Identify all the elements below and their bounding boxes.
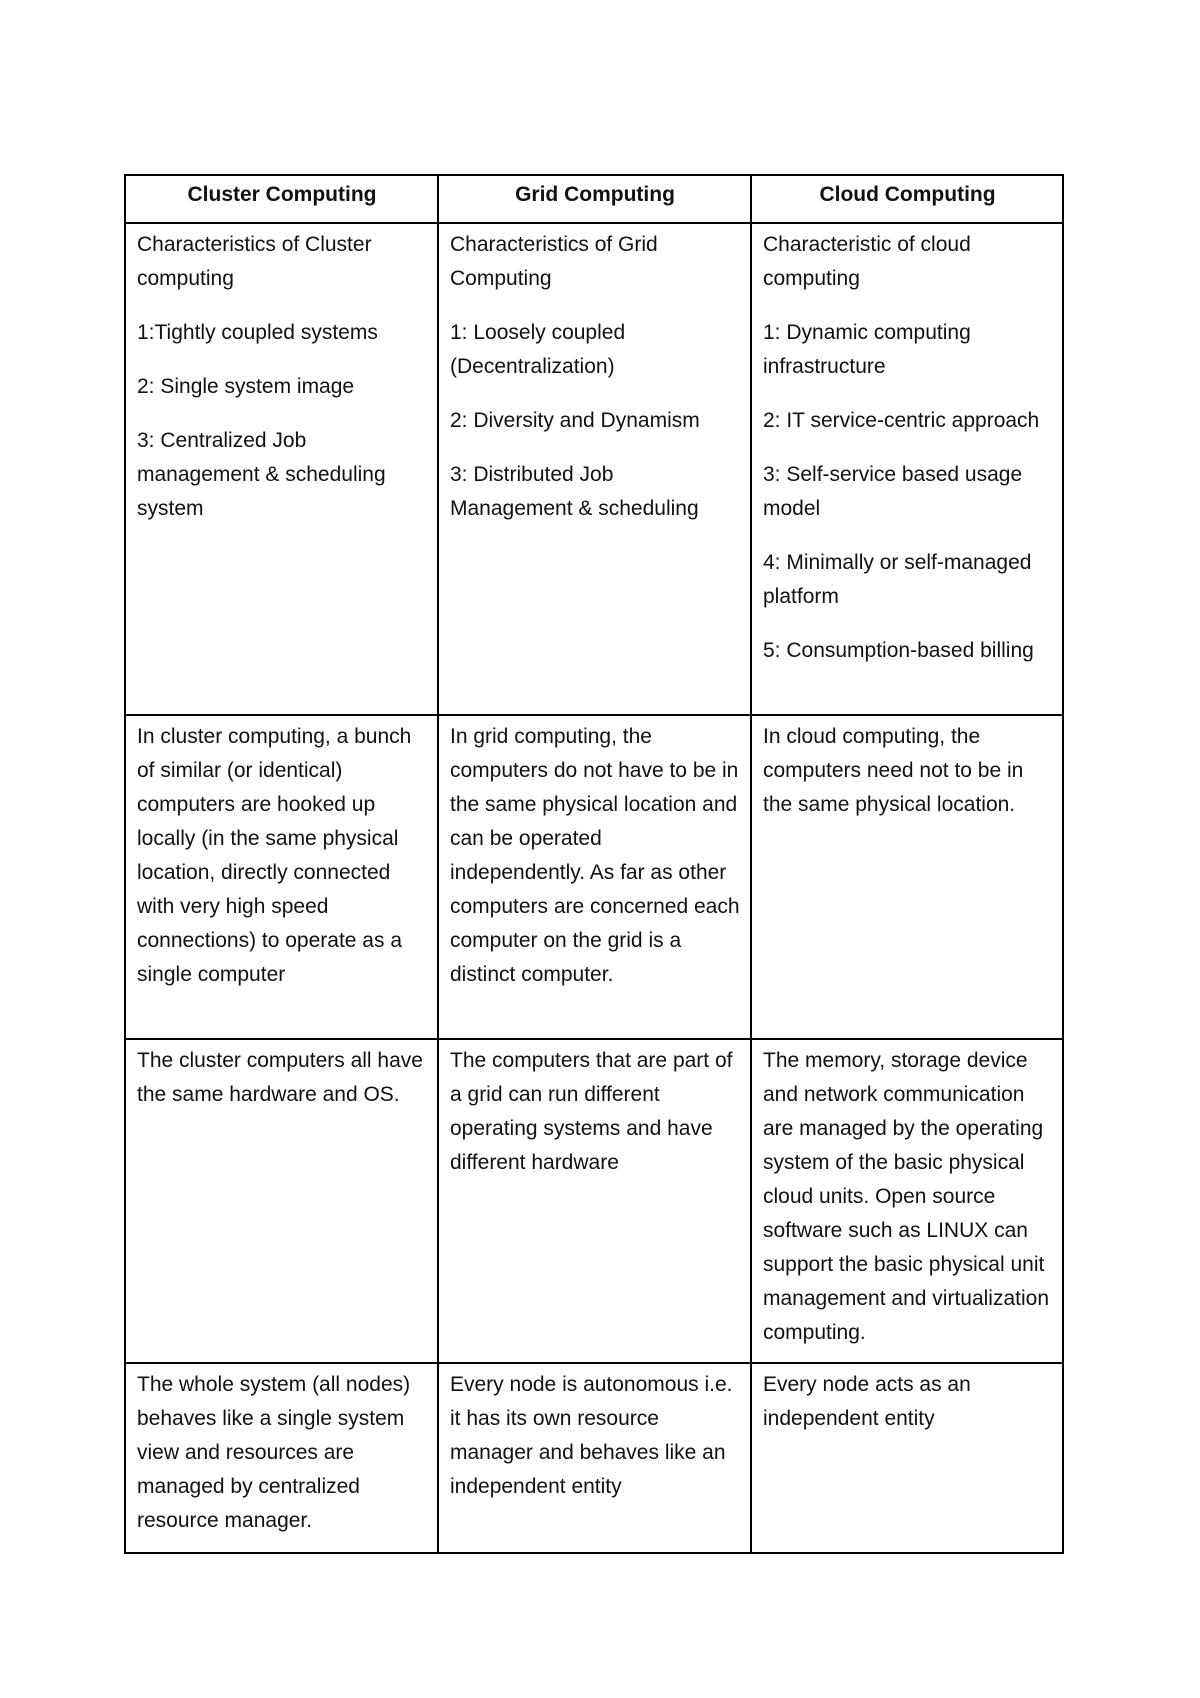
cloud-characteristic-4: 4: Minimally or self-managed platform [763,551,1032,608]
cluster-hardware-cell: The cluster computers all have the same hardware and OS. [125,1039,438,1363]
header-cloud-computing: Cloud Computing [751,175,1063,223]
cloud-characteristic-5: 5: Consumption-based billing [763,639,1034,662]
cluster-characteristics-title: Characteristics of Cluster computing [137,233,372,290]
cloud-characteristics-cell [751,223,1063,715]
characteristics-row [125,223,1063,715]
grid-characteristic-1: 1: Loosely coupled (Decentralization) [450,321,626,378]
grid-characteristic-2: 2: Diversity and Dynamism [450,409,700,432]
nodes-row [125,1363,1063,1553]
cluster-characteristic-2: 2: Single system image [137,375,355,398]
cluster-characteristic-3: 3: Centralized Job management & scheduling system [137,429,386,520]
cluster-location-cell: In cluster computing, a bunch of similar (or identical) computers are hooked up locally (in the same physical location, directly connected with very high speed connections) to operate as a single computer [125,715,438,1039]
cloud-location-cell: In cloud computing, the computers need not to be in the same physical location. [751,715,1063,1039]
cloud-characteristic-1: 1: Dynamic computing infrastructure [763,321,971,378]
hardware-row [125,1039,1063,1363]
header-grid-computing: Grid Computing [438,175,751,223]
grid-hardware-cell: The computers that are part of a grid can run different operating systems and have different hardware [438,1039,751,1363]
cluster-characteristics-cell [125,223,438,715]
comparison-table [124,174,1064,1554]
cloud-characteristics-title: Characteristic of cloud computing [763,233,971,290]
cloud-characteristic-2: 2: IT service-centric approach [763,409,1040,432]
grid-nodes-cell: Every node is autonomous i.e. it has its own resource manager and behaves like an independent entity [438,1363,751,1553]
grid-characteristics-cell [438,223,751,715]
grid-characteristic-3: 3: Distributed Job Management & scheduling [450,463,699,520]
cloud-hardware-cell: The memory, storage device and network communication are managed by the operating system of the basic physical cloud units. Open source software such as LINUX can support the basic physical unit management and virtualization computing. [751,1039,1063,1363]
header-cluster-computing: Cluster Computing [125,175,438,223]
grid-location-cell: In grid computing, the computers do not have to be in the same physical location and can be operated independently. As far as other computers are concerned each computer on the grid is a distinct computer. [438,715,751,1039]
grid-characteristics-title: Characteristics of Grid Computing [450,233,658,290]
cloud-characteristic-3: 3: Self-service based usage model [763,463,1023,520]
header-row [125,175,1063,223]
cluster-nodes-cell: The whole system (all nodes) behaves like a single system view and resources are managed by centralized resource manager. [125,1363,438,1553]
cluster-characteristic-1: 1:Tightly coupled systems [137,321,378,344]
cloud-nodes-cell: Every node acts as an independent entity [751,1363,1063,1553]
location-row [125,715,1063,1039]
